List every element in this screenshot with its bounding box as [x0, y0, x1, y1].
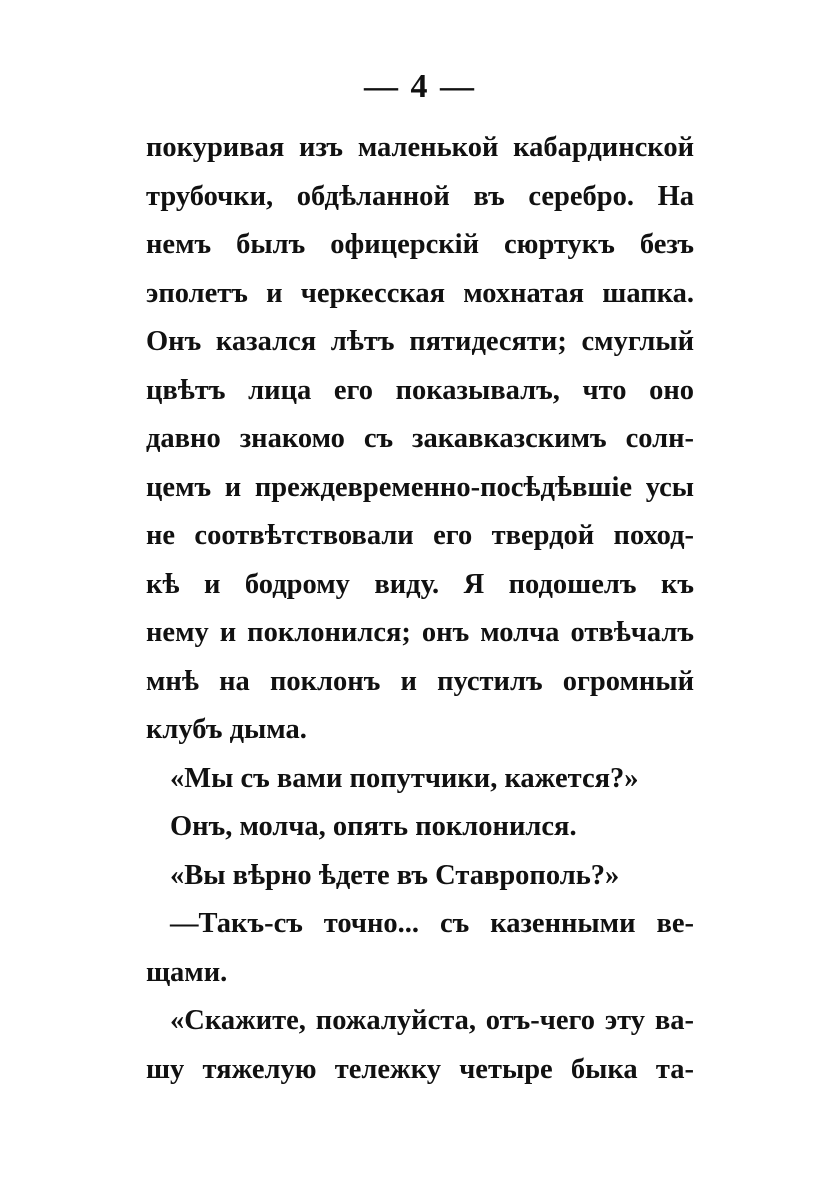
text-line: «Мы съ вами попутчики, кажется?»: [170, 762, 639, 794]
text-line: не соотвѣтствовали его твердой поход-: [146, 520, 694, 551]
text-line: Онъ казался лѣтъ пятидесяти; смуглый: [146, 326, 694, 357]
text-line: клубъ дыма.: [146, 714, 307, 745]
text-line: «Вы вѣрно ѣдете въ Ставрополь?»: [170, 859, 620, 891]
text-line: давно знакомо съ закавказскимъ солн-: [146, 423, 694, 454]
text-line: трубочки, обдѣланной въ серебро. На: [146, 180, 694, 212]
text-line: —Такъ-съ точно... съ казенными ве-: [170, 908, 694, 939]
text-line: нему и поклонился; онъ молча отвѣчалъ: [146, 617, 694, 648]
text-line: цемъ и преждевременно-посѣдѣвшіе усы: [146, 471, 694, 503]
text-line: кѣ и бодрому виду. Я подошелъ къ: [146, 568, 694, 600]
text-line: «Скажите, пожалуйста, отъ-чего эту ва-: [170, 1005, 694, 1036]
text-line: цвѣтъ лица его показывалъ, что оно: [146, 374, 694, 406]
text-line: Онъ, молча, опять поклонился.: [170, 811, 577, 842]
text-line: покуривая изъ маленькой кабардинской: [146, 132, 694, 163]
page-number: — 4 —: [364, 68, 476, 105]
text-line: эполетъ и черкесская мохнатая шапка.: [146, 277, 694, 309]
text-line: мнѣ на поклонъ и пустилъ огромный: [146, 665, 694, 697]
text-line: шу тяжелую тележку четыре быка та-: [146, 1053, 694, 1085]
text-line: щами.: [146, 956, 228, 988]
text-line: немъ былъ офицерскій сюртукъ безъ: [146, 229, 694, 260]
body-text: [146, 124, 694, 1094]
